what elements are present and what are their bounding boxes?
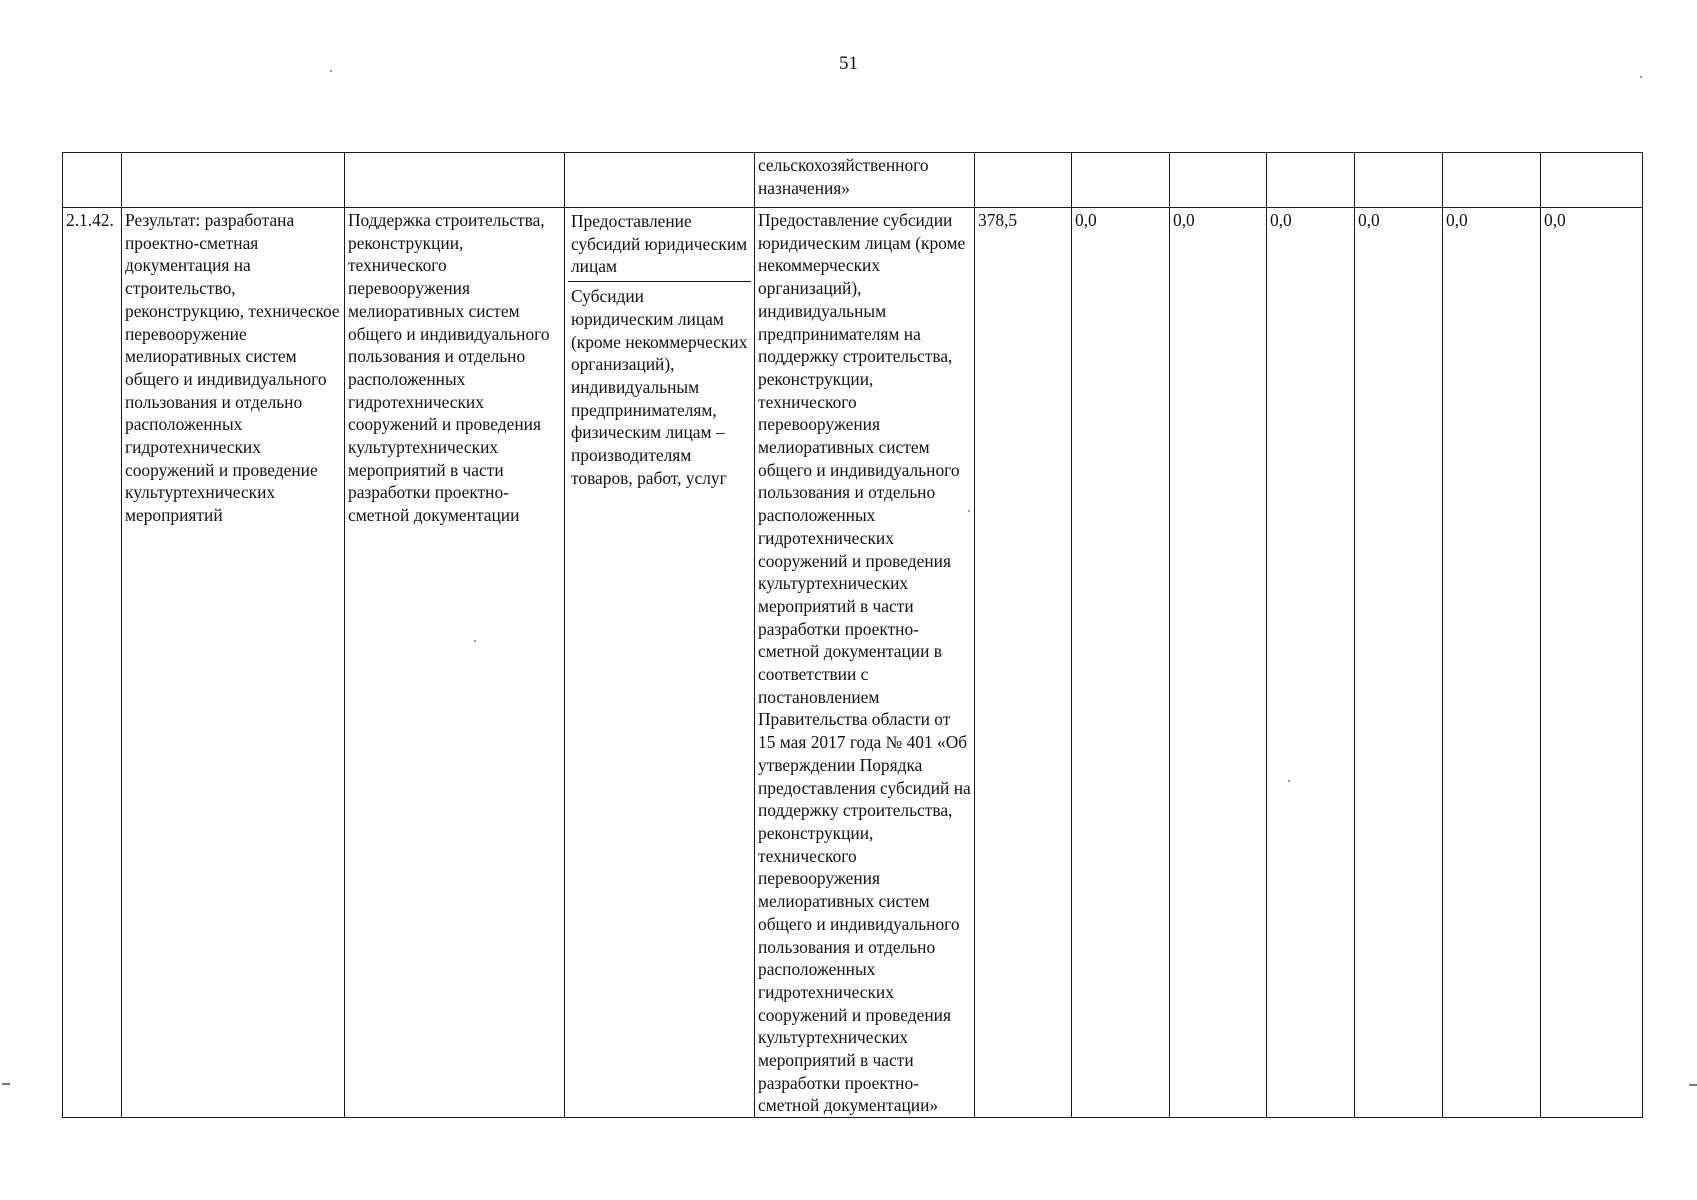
instrument-detail: Субсидии юридическим лицам (кроме некоммерческих организаций), индивидуальным предпринимателям, физическим лицам – производителям товаров, работ, услуг [571,286,748,488]
page-number: 51 [839,53,858,74]
scan-speck [1640,76,1642,78]
cell-value: 0,0 [1072,208,1170,1118]
cell-value: 0,0 [1355,208,1443,1118]
cell-value: 0,0 [1541,208,1643,1118]
scan-speck [330,70,332,72]
cell-measure: Поддержка строительства, реконструкции, технического перевооружения мелиоративных систем общего и индивидуального пользования и отдельно расположенных гидротехнических сооружений и проведения культуртехнических мероприятий в части разработки проектно-сметной документации [345,208,565,1118]
cell-measure-empty [345,153,565,208]
scan-speck [1288,780,1290,782]
cell-result: Результат: разработана проектно-сметная документация на строительство, реконструкцию, техническое перевооружение мелиоративных систем общего и индивидуального пользования и отдельно расположенных гидротехнических сооружений и проведение культуртехнических мероприятий [122,208,345,1118]
table-row-continuation [63,153,1643,208]
cell-value: 0,0 [1267,208,1355,1118]
cell-value-empty [975,153,1072,208]
cell-result-empty [122,153,345,208]
cell-instrument-empty [565,153,755,208]
cell-description-continuation: сельскохозяйственного назначения» [755,153,975,208]
cell-value-empty [1541,153,1643,208]
cell-value-empty [1443,153,1541,208]
cell-value: 0,0 [1443,208,1541,1118]
cell-row-number: 2.1.42. [63,208,122,1118]
cell-value-empty [1267,153,1355,208]
cell-value-empty [1072,153,1170,208]
cell-description: Предоставление субсидии юридическим лицам (кроме некоммерческих организаций), индивидуальным предпринимателям на поддержку строительства, реконструкции, технического перевооружения мелиоративных систем общего и индивидуального пользования и отдельно расположенных гидротехнических сооружений и проведения культуртехнических мероприятий в части разработки проектно-сметной документации в соответствии с постановлением Правительства области от 15 мая 2017 года № 401 «Об утверждении Порядка предоставления субсидий на поддержку строительства, реконструкции, технического перевооружения мелиоративных систем общего и индивидуального пользования и отдельно расположенных гидротехнических сооружений и проведения культуртехнических мероприятий в части разработки проектно-сметной документации» [755,208,975,1118]
cell-instrument [565,208,755,1118]
scan-speck [1689,1084,1697,1086]
cell-value: 378,5 [975,208,1072,1118]
cell-value-empty [1355,153,1443,208]
instrument-type: Предоставление субсидий юридическим лицам [568,209,751,282]
table-row [63,208,1643,1118]
cell-value-empty [1170,153,1267,208]
scan-speck [968,510,970,512]
budget-table [62,152,1643,1118]
cell-number-empty [63,153,122,208]
scan-speck [2,1083,10,1085]
scan-speck [474,640,476,642]
cell-value: 0,0 [1170,208,1267,1118]
